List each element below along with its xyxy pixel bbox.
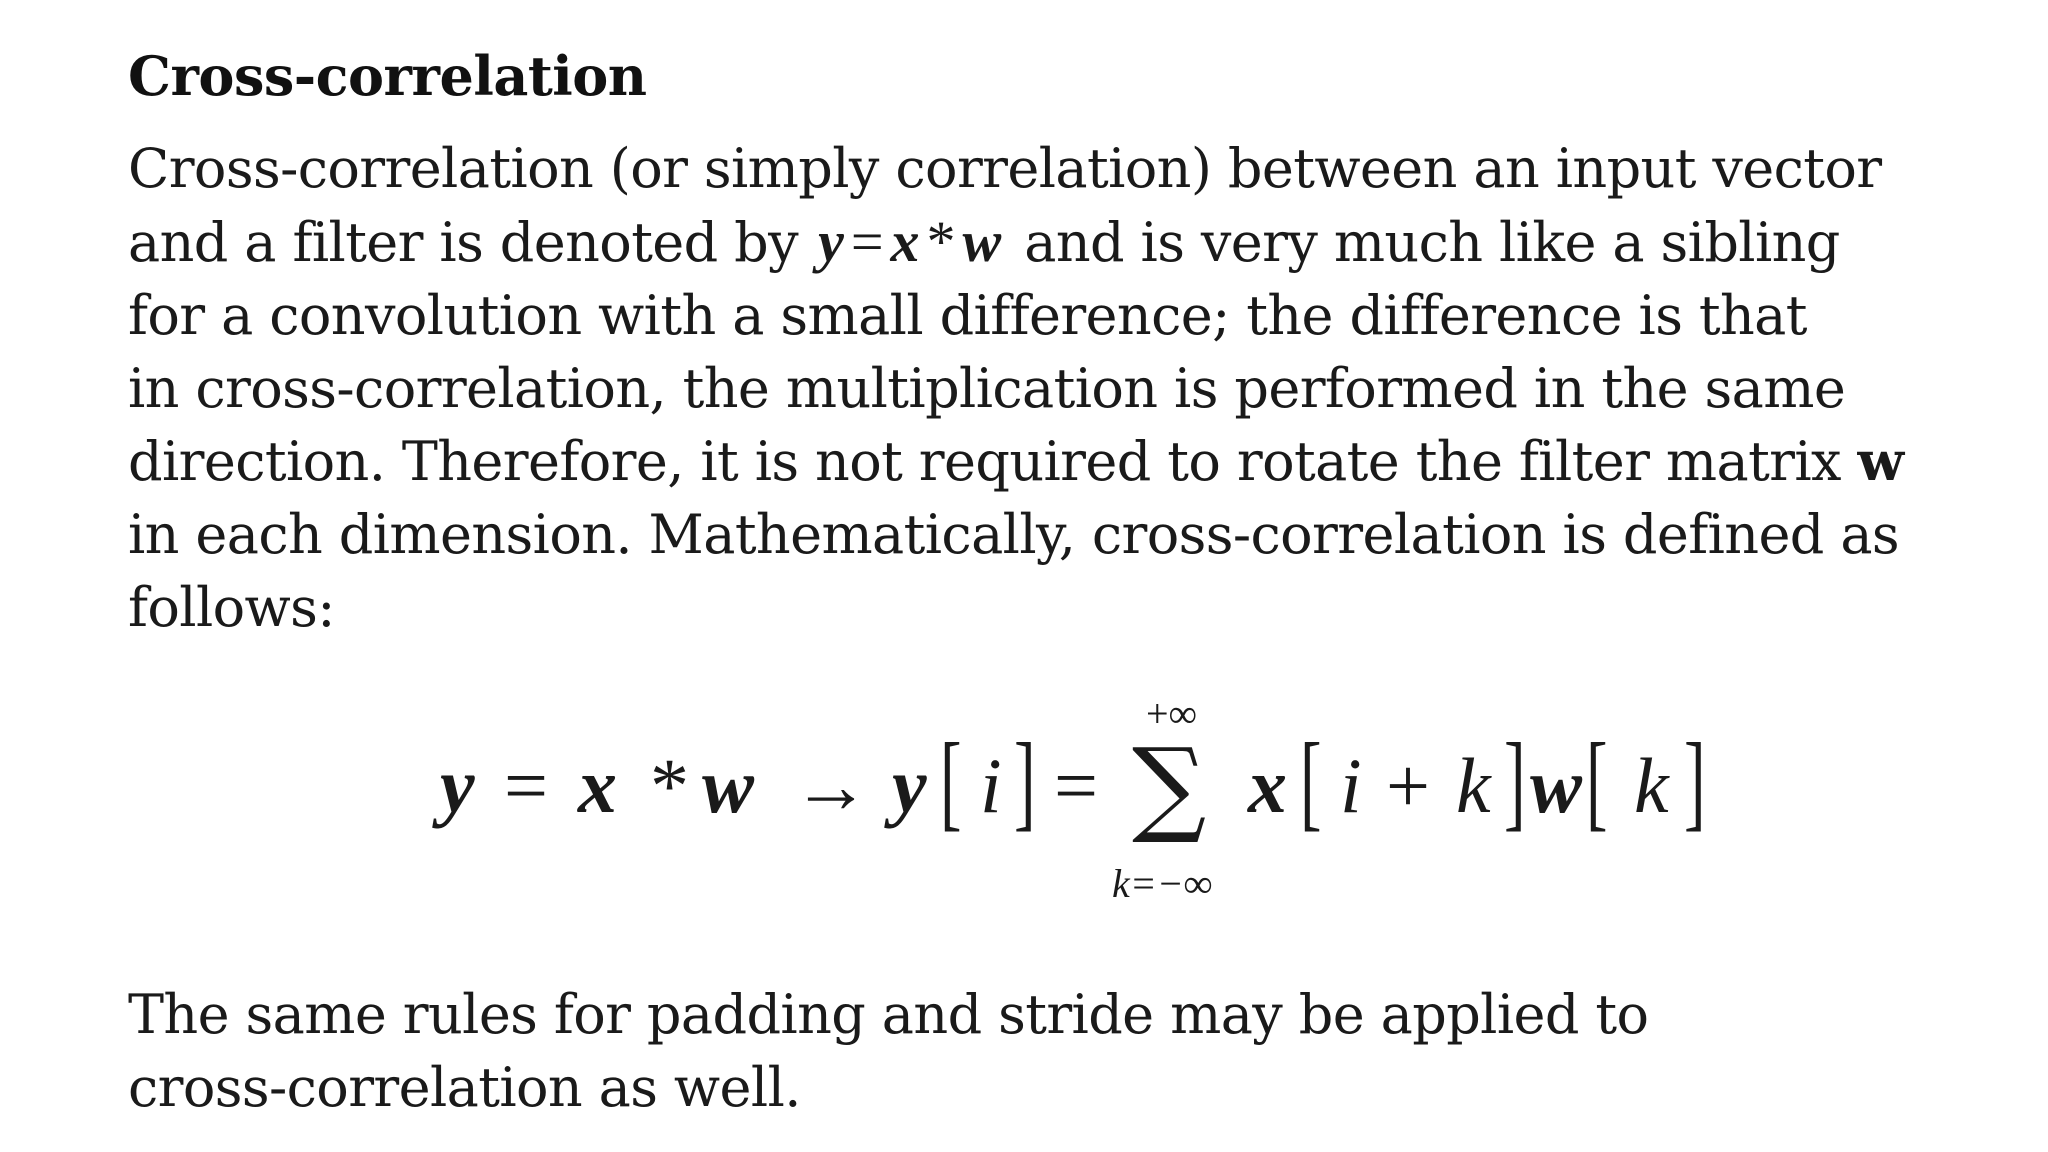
inline-math-equals: = [850, 209, 885, 274]
inline-math-x: x [890, 209, 921, 274]
paragraph-line-text: and is very much like a sibling [1024, 211, 1840, 274]
paragraph-line: The same rules for padding and stride may be applied to [128, 983, 1649, 1046]
formula-plus: + [1386, 742, 1430, 829]
formula-left-bracket: [ [1300, 722, 1322, 841]
formula-w: w [702, 742, 755, 829]
paragraph-line: in each dimension. Mathematically, cross-correlation is defined as [128, 503, 1900, 566]
formula-equals: = [1054, 742, 1098, 829]
paragraph-line [128, 425, 1903, 498]
formula-w: w [1530, 742, 1583, 829]
formula-y-index: y [892, 742, 927, 829]
paragraph-line: in cross-correlation, the multiplication is performed in the same [128, 357, 1846, 420]
paragraph-line: follows: [128, 576, 335, 639]
inline-math-y: y [818, 209, 845, 274]
paragraph-line: cross-correlation as well. [128, 1056, 801, 1119]
formula-equals: = [504, 742, 548, 829]
formula-right-bracket: ] [1684, 722, 1706, 841]
formula-arrow: → [792, 742, 870, 829]
summation-sign: ∑ [1132, 725, 1207, 847]
formula-k: k [1456, 742, 1491, 829]
sum-upper-limit: +∞ [1146, 691, 1198, 736]
inline-math-w: w [962, 209, 1003, 274]
bold-w-symbol: w [1857, 429, 1904, 493]
section-heading: Cross-correlation [128, 44, 647, 108]
formula-x: x [578, 742, 617, 829]
formula-y: y [440, 742, 475, 829]
formula-right-bracket: ] [1014, 722, 1036, 841]
paragraph-line: for a convolution with a small difference; the difference is that [128, 284, 1807, 347]
paragraph-line-text: and a filter is denoted by [128, 211, 799, 274]
closing-paragraph [128, 978, 1648, 1124]
paragraph-line-text: direction. Therefore, it is not required to rotate the filter matrix [128, 430, 1841, 493]
formula-left-bracket: [ [940, 722, 962, 841]
formula-left-bracket: [ [1586, 722, 1608, 841]
formula-k: k [1634, 742, 1669, 829]
inline-math-star: * [926, 209, 957, 274]
formula-star: * [650, 742, 689, 829]
formula-right-bracket: ] [1504, 722, 1526, 841]
formula-i: i [980, 742, 1002, 829]
display-formula [440, 690, 1740, 920]
sum-lower-limit: k=−∞ [1112, 861, 1213, 906]
paragraph-line [128, 205, 1903, 279]
paragraph-line: Cross-correlation (or simply correlation) between an input vector [128, 137, 1882, 200]
intro-paragraph [128, 132, 1903, 644]
inline-formula [818, 209, 1002, 274]
formula-x: x [1248, 742, 1287, 829]
formula-i: i [1340, 742, 1362, 829]
